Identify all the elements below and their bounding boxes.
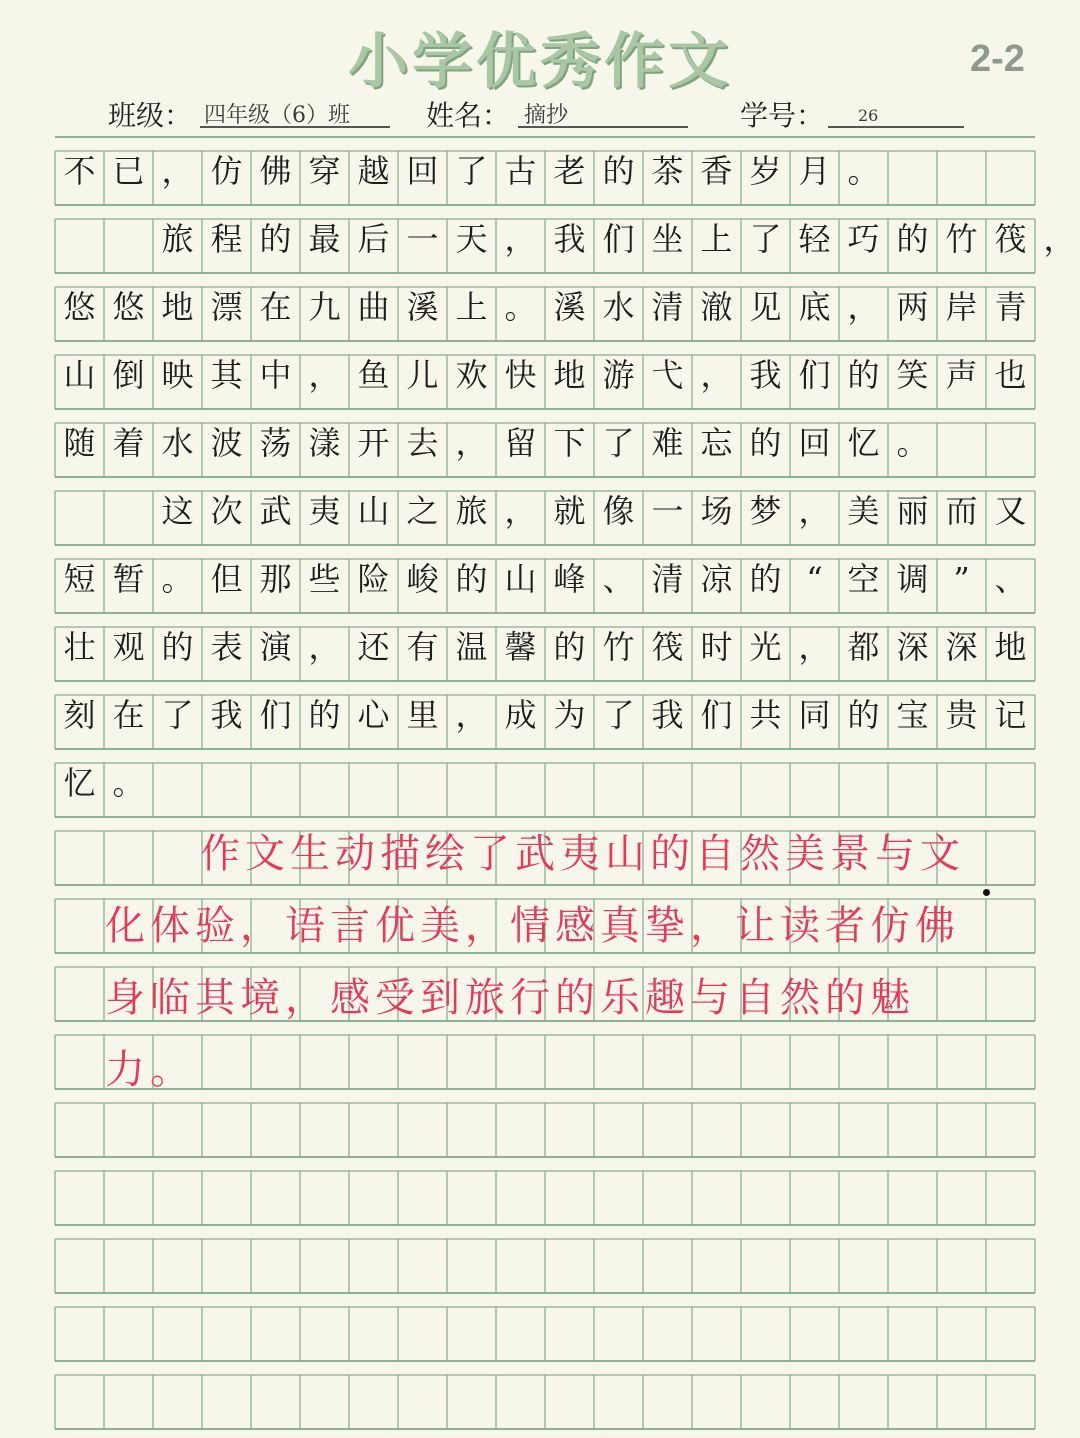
essay-char: ， <box>161 152 194 190</box>
essay-char: ， <box>455 424 488 462</box>
essay-char: 山 <box>504 560 537 598</box>
essay-char: 在 <box>259 288 292 326</box>
essay-char: 深 <box>896 628 929 666</box>
essay-char: 漾 <box>308 424 341 462</box>
essay-char: 里 <box>406 696 439 734</box>
essay-char: 我 <box>553 220 586 258</box>
essay-char: 岁 <box>749 152 782 190</box>
essay-char: 坐 <box>651 220 684 258</box>
essay-char: 峻 <box>406 560 439 598</box>
essay-char: 。 <box>161 560 194 598</box>
essay-char: 荡 <box>259 424 292 462</box>
essay-char: 上 <box>455 288 488 326</box>
essay-char: 美 <box>847 492 880 530</box>
essay-char: 。 <box>504 288 537 326</box>
essay-line <box>55 341 1075 409</box>
essay-char: 仿 <box>210 152 243 190</box>
essay-char: 峰 <box>553 560 586 598</box>
essay-char: 老 <box>553 152 586 190</box>
essay-char: 地 <box>994 628 1027 666</box>
essay-char: 们 <box>259 696 292 734</box>
essay-char: 下 <box>553 424 586 462</box>
essay-char: 都 <box>847 628 880 666</box>
essay-char: 旅 <box>455 492 488 530</box>
page-number: 2-2 <box>970 38 1025 80</box>
essay-char: 溪 <box>553 288 586 326</box>
essay-char: 香 <box>700 152 733 190</box>
class-underline <box>200 126 390 128</box>
essay-char: 漂 <box>210 288 243 326</box>
name-value: 摘抄 <box>524 103 569 128</box>
essay-char: 、 <box>602 560 635 598</box>
essay-char: 梦 <box>749 492 782 530</box>
essay-char: 演 <box>259 628 292 666</box>
essay-char: 随 <box>63 424 96 462</box>
essay-char: 我 <box>651 696 684 734</box>
essay-char: 但 <box>210 560 243 598</box>
essay-char: 的 <box>749 560 782 598</box>
essay-char: 壮 <box>63 628 96 666</box>
essay-char: 宝 <box>896 696 929 734</box>
essay-char: 成 <box>504 696 537 734</box>
essay-char: ， <box>700 356 733 394</box>
essay-char: 夷 <box>308 492 341 530</box>
essay-char: 清 <box>651 288 684 326</box>
essay-char: 去 <box>406 424 439 462</box>
essay-char: 馨 <box>504 628 537 666</box>
essay-char: 一 <box>406 220 439 258</box>
class-value: 四年级（6）班 <box>204 103 350 128</box>
essay-char: 清 <box>651 560 684 598</box>
essay-char: 的 <box>308 696 341 734</box>
essay-char: 的 <box>847 356 880 394</box>
essay-char: 快 <box>504 356 537 394</box>
essay-char: 光 <box>749 628 782 666</box>
essay-char: 表 <box>210 628 243 666</box>
essay-char: 竹 <box>945 220 978 258</box>
essay-char: 上 <box>700 220 733 258</box>
essay-char: 悠 <box>112 288 145 326</box>
essay-char: 倒 <box>112 356 145 394</box>
essay-char <box>55 205 104 273</box>
essay-char: ， <box>455 696 488 734</box>
class-label: 班级： <box>108 99 193 132</box>
essay-char: 弋 <box>651 356 684 394</box>
essay-char: 曲 <box>357 288 390 326</box>
ink-dot <box>983 889 990 896</box>
essay-line <box>55 273 1075 341</box>
essay-line <box>55 613 1075 681</box>
essay-char: 筏 <box>994 220 1027 258</box>
essay-char: 轻 <box>798 220 831 258</box>
essay-char: 欢 <box>455 356 488 394</box>
essay-char: 贵 <box>945 696 978 734</box>
essay-char: 山 <box>357 492 390 530</box>
essay-char: 温 <box>455 628 488 666</box>
essay-char: 溪 <box>406 288 439 326</box>
essay-char: 难 <box>651 424 684 462</box>
essay-char: 其 <box>210 356 243 394</box>
essay-char: 地 <box>553 356 586 394</box>
essay-char: 底 <box>798 288 831 326</box>
essay-char <box>55 477 104 545</box>
essay-char: 不 <box>63 152 96 190</box>
essay-char: 茶 <box>651 152 684 190</box>
essay-char <box>104 205 153 273</box>
essay-line <box>55 205 1075 273</box>
essay-char: 水 <box>602 288 635 326</box>
essay-char: 鱼 <box>357 356 390 394</box>
essay-char: 地 <box>161 288 194 326</box>
essay-line <box>55 477 1075 545</box>
essay-char: ， <box>308 628 341 666</box>
essay-char: 后 <box>357 220 390 258</box>
essay-char: 见 <box>749 288 782 326</box>
essay-char: 就 <box>553 492 586 530</box>
essay-char: ， <box>1043 220 1076 258</box>
essay-char: ， <box>504 220 537 258</box>
essay-char: 空 <box>847 560 880 598</box>
essay-char: 的 <box>896 220 929 258</box>
essay-char: 们 <box>798 356 831 394</box>
essay-char: ” <box>953 560 970 598</box>
comment-line: 身临其境，感受到旅行的乐趣与自然的魅 <box>105 975 915 1021</box>
comment-line: 化体验，语言优美，情感真挚，让读者仿佛 <box>105 903 960 949</box>
essay-char: 的 <box>847 696 880 734</box>
essay-char: 留 <box>504 424 537 462</box>
essay-char: 丽 <box>896 492 929 530</box>
essay-char: 短 <box>63 560 96 598</box>
essay-char: 也 <box>994 356 1027 394</box>
essay-char: 共 <box>749 696 782 734</box>
essay-char: 穿 <box>308 152 341 190</box>
essay-char: 悠 <box>63 288 96 326</box>
essay-char: 的 <box>749 424 782 462</box>
essay-char: 忘 <box>700 424 733 462</box>
student-id-underline <box>828 126 964 128</box>
essay-char: 澈 <box>700 288 733 326</box>
essay-char: 竹 <box>602 628 635 666</box>
essay-char: 次 <box>210 492 243 530</box>
essay-char: 像 <box>602 492 635 530</box>
essay-char: 已 <box>112 152 145 190</box>
essay-char: 程 <box>210 220 243 258</box>
essay-char: 天 <box>455 220 488 258</box>
essay-char: 心 <box>357 696 390 734</box>
essay-char: “ <box>806 560 823 598</box>
essay-char: 暂 <box>112 560 145 598</box>
essay-char: 们 <box>602 220 635 258</box>
essay-char: 的 <box>553 628 586 666</box>
essay-char: 观 <box>112 628 145 666</box>
essay-char: 水 <box>161 424 194 462</box>
essay-char: 着 <box>112 424 145 462</box>
essay-char: ， <box>798 628 831 666</box>
essay-line <box>55 681 1075 749</box>
essay-char: 那 <box>259 560 292 598</box>
essay-char: 回 <box>406 152 439 190</box>
essay-char: 山 <box>63 356 96 394</box>
essay-char: 岸 <box>945 288 978 326</box>
student-id-value: 26 <box>858 106 879 125</box>
essay-char: 开 <box>357 424 390 462</box>
essay-char: 了 <box>455 152 488 190</box>
essay-char: 调 <box>896 560 929 598</box>
essay-char: 我 <box>210 696 243 734</box>
essay-char: 为 <box>553 696 586 734</box>
essay-char: 回 <box>798 424 831 462</box>
essay-char: 之 <box>406 492 439 530</box>
essay-char: 月 <box>798 152 831 190</box>
essay-char: 同 <box>798 696 831 734</box>
essay-char: 儿 <box>406 356 439 394</box>
essay-char: 一 <box>651 492 684 530</box>
essay-line <box>55 409 1075 477</box>
essay-char: 在 <box>112 696 145 734</box>
essay-char: 波 <box>210 424 243 462</box>
essay-char: 、 <box>994 560 1027 598</box>
page-title: 小学优秀作文 <box>348 27 732 97</box>
essay-line <box>55 749 1075 817</box>
essay-char: 了 <box>602 696 635 734</box>
essay-line <box>55 137 1075 205</box>
essay-char: 而 <box>945 492 978 530</box>
name-underline <box>518 126 688 128</box>
essay-char: 筏 <box>651 628 684 666</box>
essay-char: 游 <box>602 356 635 394</box>
essay-char: 映 <box>161 356 194 394</box>
essay-char: 古 <box>504 152 537 190</box>
essay-char: ， <box>847 288 880 326</box>
essay-char: 笑 <box>896 356 929 394</box>
essay-char: 的 <box>602 152 635 190</box>
essay-char: 凉 <box>700 560 733 598</box>
essay-char: 了 <box>749 220 782 258</box>
essay-char: 深 <box>945 628 978 666</box>
essay-char: 佛 <box>259 152 292 190</box>
essay-char: 了 <box>161 696 194 734</box>
essay-char: 了 <box>602 424 635 462</box>
essay-char: 们 <box>700 696 733 734</box>
essay-char: 中 <box>259 356 292 394</box>
essay-char: 。 <box>896 424 929 462</box>
name-label: 姓名： <box>426 99 511 132</box>
essay-char: 还 <box>357 628 390 666</box>
essay-char: 记 <box>994 696 1027 734</box>
essay-char: 青 <box>994 288 1027 326</box>
essay-char: 些 <box>308 560 341 598</box>
comment-line: 作文生动描绘了武夷山的自然美景与文 <box>200 831 965 877</box>
essay-char: 又 <box>994 492 1027 530</box>
essay-char: 忆 <box>847 424 880 462</box>
essay-char: 巧 <box>847 220 880 258</box>
essay-char: 九 <box>308 288 341 326</box>
essay-char: 有 <box>406 628 439 666</box>
essay-char: 我 <box>749 356 782 394</box>
essay-char: 刻 <box>63 696 96 734</box>
essay-char: 。 <box>112 764 145 802</box>
essay-char: 的 <box>259 220 292 258</box>
essay-char: ， <box>798 492 831 530</box>
essay-char: 险 <box>357 560 390 598</box>
essay-char: ， <box>308 356 341 394</box>
student-id-label: 学号： <box>740 99 825 132</box>
essay-char: 。 <box>847 152 880 190</box>
essay-char: 声 <box>945 356 978 394</box>
essay-char: 两 <box>896 288 929 326</box>
essay-char: 这 <box>161 492 194 530</box>
essay-char: 忆 <box>63 764 96 802</box>
comment-line: 力。 <box>105 1047 195 1093</box>
essay-char: 越 <box>357 152 390 190</box>
essay-char: 的 <box>161 628 194 666</box>
essay-char: 武 <box>259 492 292 530</box>
essay-char <box>104 477 153 545</box>
essay-char: 场 <box>700 492 733 530</box>
essay-char: 旅 <box>161 220 194 258</box>
essay-line <box>55 545 1075 613</box>
essay-char: ， <box>504 492 537 530</box>
essay-char: 的 <box>455 560 488 598</box>
essay-char: 时 <box>700 628 733 666</box>
essay-char: 最 <box>308 220 341 258</box>
